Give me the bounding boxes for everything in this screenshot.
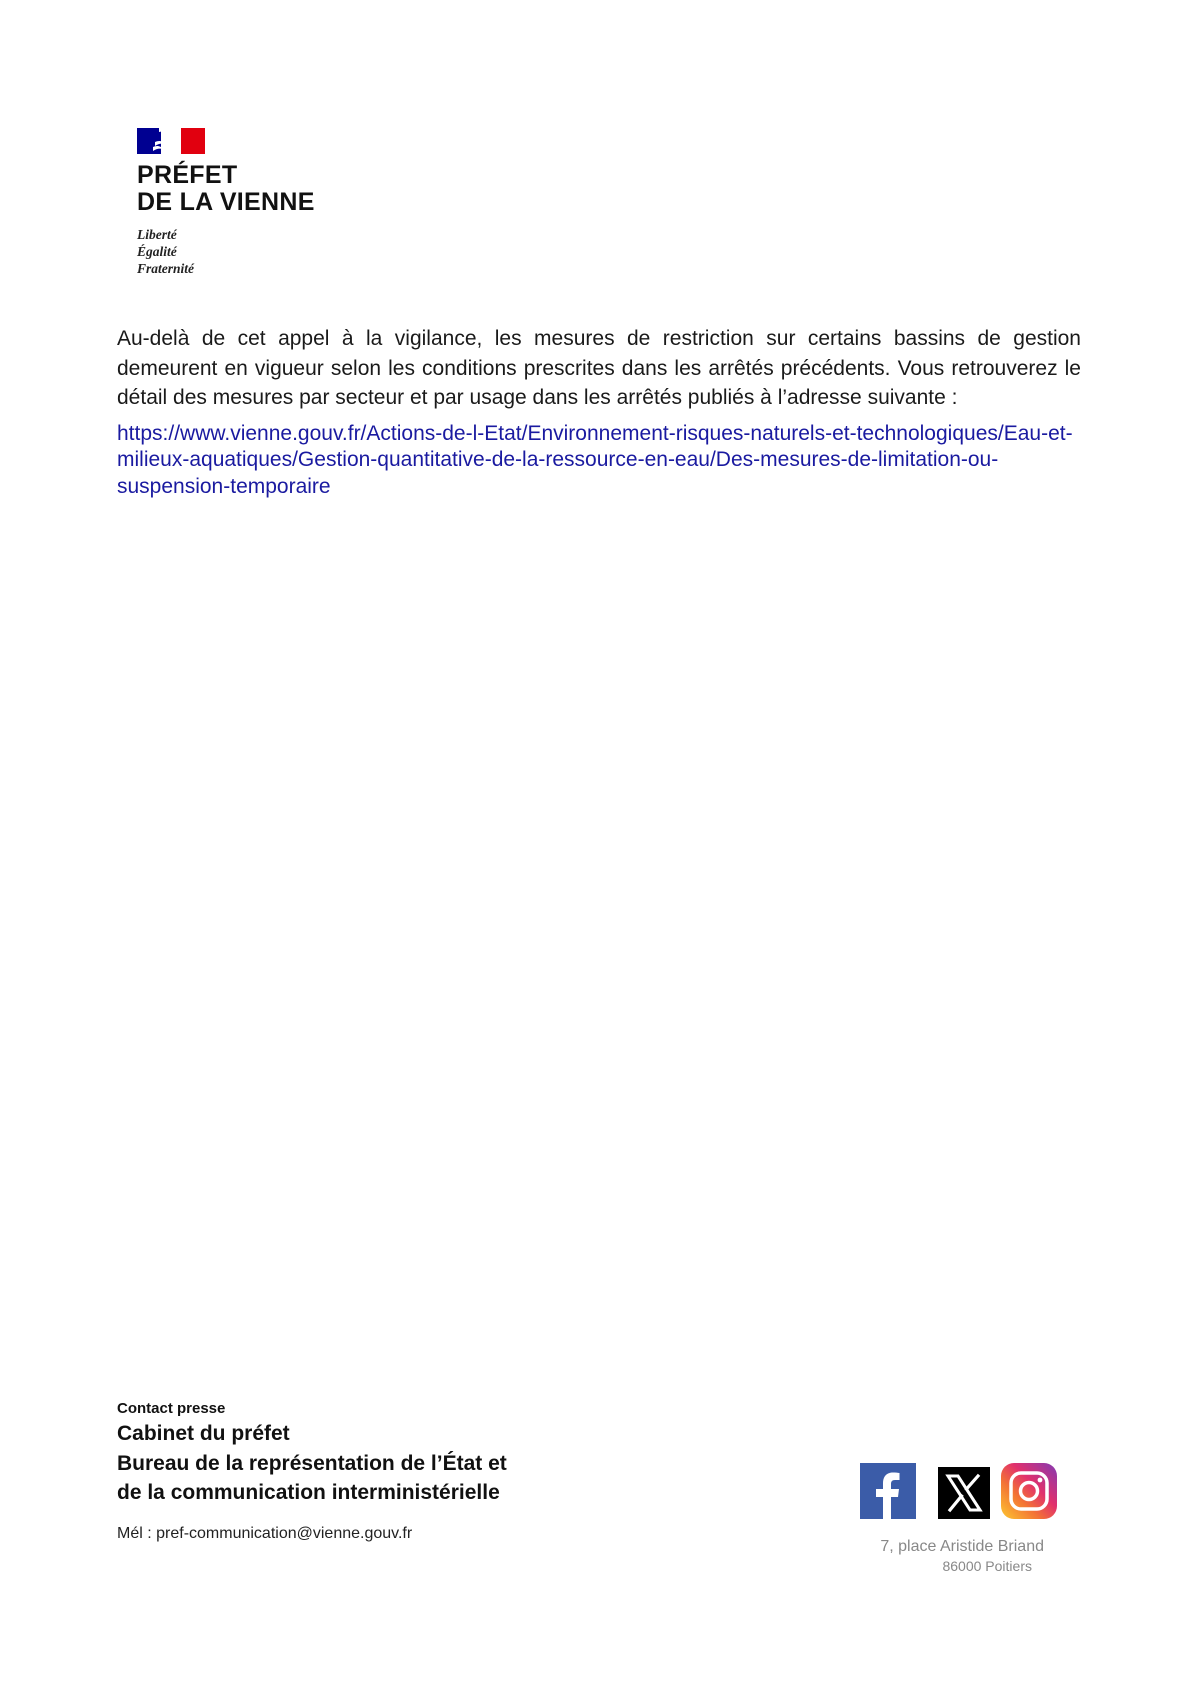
- prefecture-address: [820, 1537, 1044, 1575]
- motto-egalite: Égalité: [137, 244, 177, 259]
- facebook-icon[interactable]: [860, 1463, 916, 1519]
- prefet-logo: [137, 128, 357, 277]
- motto-liberte: Liberté: [137, 227, 177, 242]
- marianne-flag-icon: [137, 128, 205, 154]
- bureau-line-2: de la communication interministérielle: [117, 1481, 500, 1504]
- press-contact: [117, 1399, 637, 1544]
- cabinet-title: Cabinet du préfet: [117, 1422, 290, 1445]
- document-body: [117, 324, 1081, 500]
- bureau-line-1: Bureau de la représentation de l’État et: [117, 1451, 507, 1475]
- contact-email[interactable]: Mél : pref-communication@vienne.gouv.fr: [117, 1524, 413, 1542]
- prefet-name-line1: PRÉFET: [137, 161, 238, 189]
- body-paragraph: Au-delà de cet appel à la vigilance, les mesures de restriction sur certains bassins de gestion demeurent en vigueur selon les conditions prescrites dans les arrêtés précédents. Vous retrouverez le détail des mesures par secteur et par usage dans les arrêtés publiés à l’adresse suivante :: [117, 327, 1081, 409]
- republic-motto: [137, 226, 357, 277]
- x-icon[interactable]: [938, 1467, 990, 1519]
- arretes-link[interactable]: https://www.vienne.gouv.fr/Actions-de-l-Etat/Environnement-risques-naturels-et-technologiques/Eau-et-milieux-aquatiques/Gestion-quantitative-de-la-ressource-en-eau/Des-mesures-de-limitation-ou-suspension-temporaire: [117, 421, 1073, 498]
- address-city: 86000 Poitiers: [942, 1558, 1032, 1574]
- social-icons: [860, 1463, 1060, 1523]
- address-street: 7, place Aristide Briand: [880, 1538, 1044, 1555]
- motto-fraternite: Fraternité: [137, 261, 195, 276]
- prefet-name-line2: DE LA VIENNE: [137, 188, 315, 216]
- contact-label: Contact presse: [117, 1400, 226, 1417]
- instagram-icon[interactable]: [1001, 1463, 1057, 1519]
